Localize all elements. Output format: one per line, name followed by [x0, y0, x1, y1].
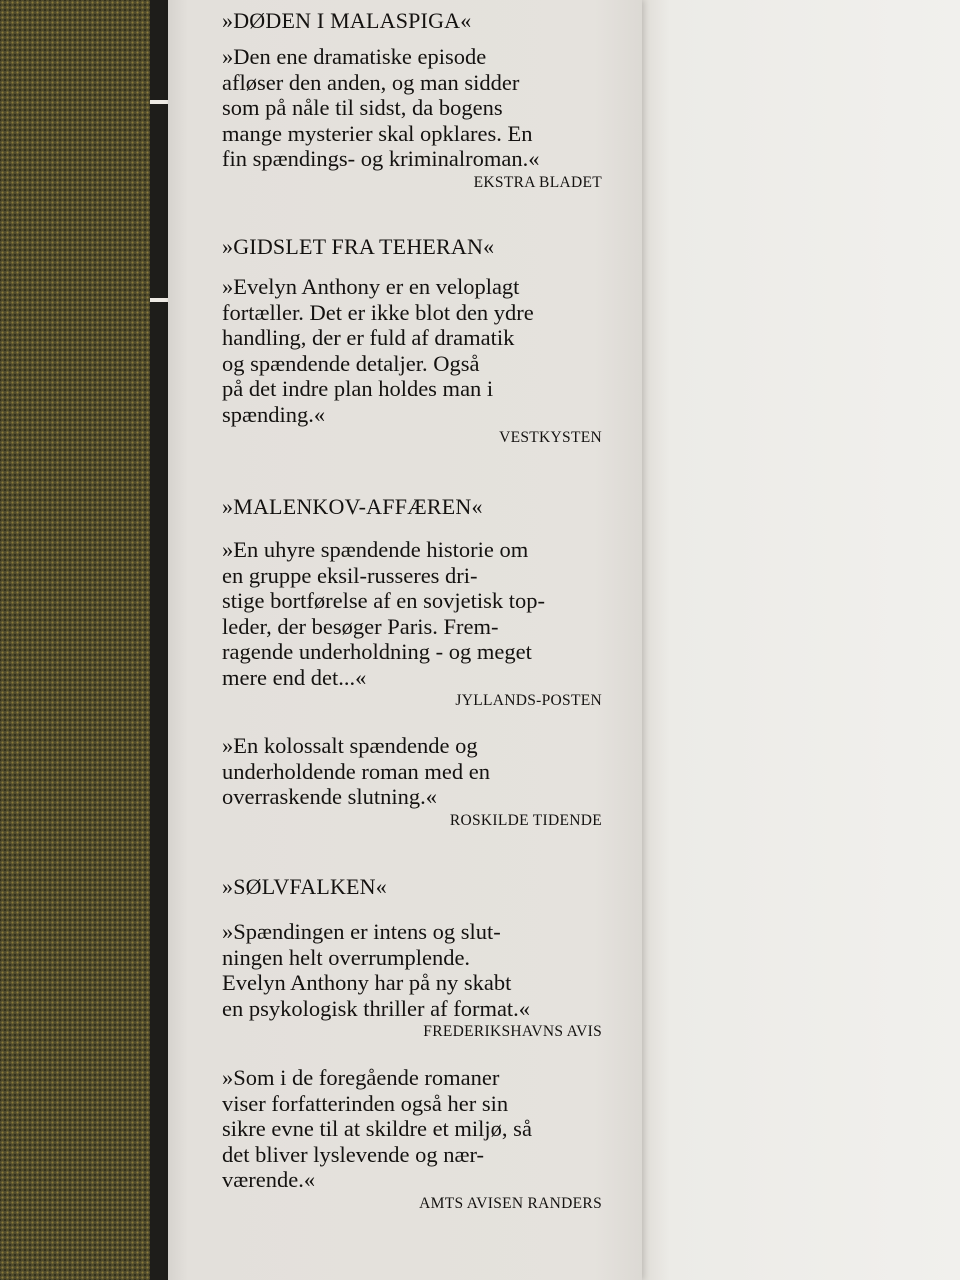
quote-line: spænding.« [222, 401, 326, 427]
quote-line: leder, der besøger Paris. Frem- [222, 613, 499, 639]
quote-line: mange mysterier skal opklares. En [222, 120, 533, 146]
review-quote [222, 919, 602, 1041]
quote-line: »Som i de foregående romaner [222, 1065, 500, 1090]
quote-line: viser forfatterinden også her sin [222, 1090, 509, 1116]
quote-line: det bliver lyslevende og nær- [222, 1141, 484, 1167]
quote-line: på det indre plan holdes man i [222, 376, 494, 401]
fabric-background [0, 0, 165, 1280]
quote-line: som på nåle til sidst, da bogens [222, 95, 503, 120]
quote-line: fin spændings- og kriminalroman.« [222, 146, 540, 171]
review-quote [222, 733, 602, 830]
quote-line: og spændende detaljer. Også [222, 350, 480, 376]
quote-line: »Den ene dramatiske episode [222, 44, 487, 69]
quote-line: overraskende slutning.« [222, 784, 437, 809]
review-quote [222, 274, 602, 447]
quote-line: »En uhyre spændende historie om [222, 537, 529, 562]
quote-line: »En kolossalt spændende og [222, 733, 478, 758]
quote-line: ningen helt overrumplende. [222, 944, 471, 970]
quote-line: sikre evne til at skildre et miljø, så [222, 1116, 532, 1141]
spine-mark [150, 100, 170, 104]
review-quote [222, 537, 602, 710]
quote-line: »Evelyn Anthony er en veloplagt [222, 274, 520, 299]
quote-line: afløser den anden, og man sidder [222, 69, 520, 95]
review-source: VESTKYSTEN [499, 429, 602, 446]
quote-line: ragende underholdning - og meget [222, 639, 532, 664]
quote-line: mere end det...« [222, 664, 367, 690]
book-title: »MALENKOV-AFFÆREN« [222, 494, 483, 519]
quote-line: stige bortførelse af en sovjetisk top- [222, 588, 546, 613]
review-source: ROSKILDE TIDENDE [449, 811, 602, 829]
quote-line: handling, der er fuld af dramatik [222, 325, 515, 350]
book-title: »GIDSLET FRA TEHERAN« [222, 234, 495, 259]
quote-line: Evelyn Anthony har på ny skabt [222, 970, 512, 995]
book-page [640, 0, 960, 1280]
review-source: EKSTRA BLADET [473, 173, 602, 191]
review-source: FREDERIKSHAVNS AVIS [423, 1023, 602, 1040]
quote-line: en psykologisk thriller af format.« [222, 995, 531, 1021]
book-title: »SØLVFALKEN« [222, 874, 387, 899]
review-source: AMTS AVISEN RANDERS [419, 1194, 602, 1212]
review-quote [222, 1065, 602, 1213]
quote-line: underholdende roman med en [222, 758, 491, 784]
quote-line: »Spændingen er intens og slut- [222, 919, 501, 944]
quote-line: en gruppe eksil-russeres dri- [222, 562, 478, 588]
spine-mark [150, 298, 170, 302]
review-source: JYLLANDS-POSTEN [455, 692, 602, 709]
quote-line: fortæller. Det er ikke blot den ydre [222, 299, 534, 325]
quote-line: værende.« [222, 1167, 316, 1192]
review-quote [222, 44, 602, 192]
book-title: »DØDEN I MALASPIGA« [222, 8, 472, 33]
